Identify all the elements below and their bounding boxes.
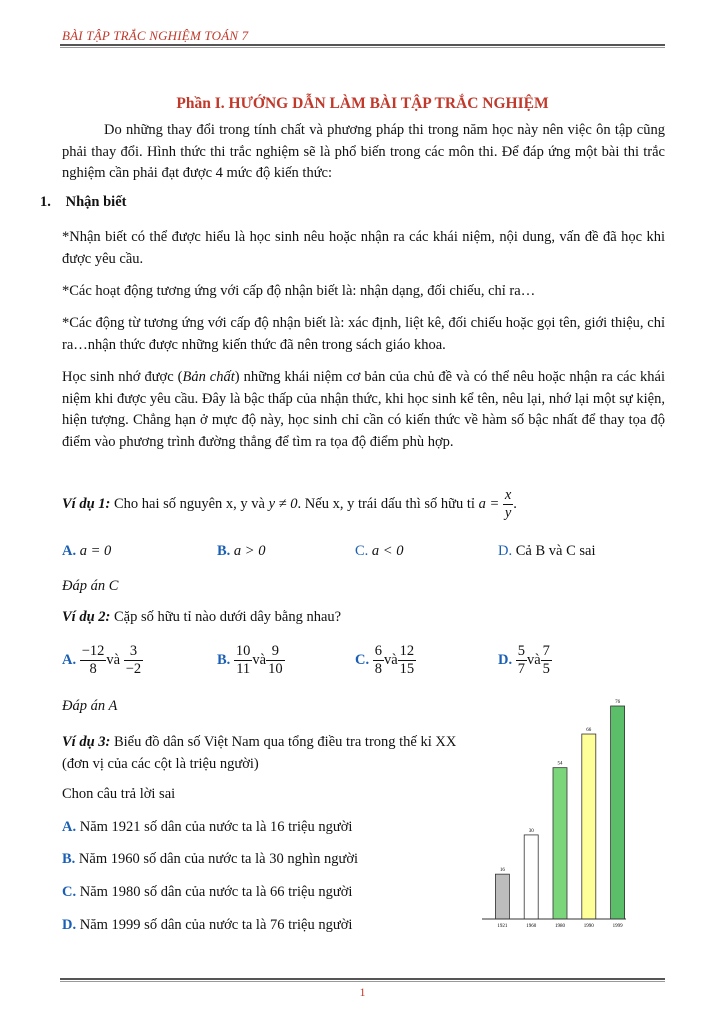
example-1-fraction [503,487,513,522]
fraction-denominator: y [504,505,512,521]
example-1-period: . [513,495,517,512]
chart-bar [553,768,567,919]
option-text: Năm 1921 số dân của nước ta là 16 triệu người [76,819,353,835]
example-2-option-a[interactable] [62,643,143,678]
paragraph-2: *Các hoạt động tương ứng với cấp độ nhận biết là: nhận dạng, đối chiếu, chỉ ra… [62,283,536,299]
example-3-tag: Ví dụ 3: [62,734,111,750]
example-1-lhs: a = [478,495,500,512]
paragraph-4-italic: Bản chất [182,369,235,385]
paragraph-1: *Nhận biết có thể được hiểu là học sinh nêu hoặc nhận ra các khái niệm, nội dung, vấn đề đã học khi được yêu cầu. [62,229,665,267]
example-1-option-a[interactable] [62,543,111,560]
page-number: 1 [359,985,366,999]
fraction-denominator: 8 [374,661,382,677]
example-1-option-d[interactable] [498,543,595,560]
section-heading-text: Nhận biết [65,194,127,210]
example-3-prompt: Chon câu trả lời sai [62,786,176,802]
option-label: A. [62,651,77,668]
fraction-numerator: 10 [235,643,251,659]
fraction-2 [541,643,552,678]
example-1-condition: y ≠ 0 [268,495,298,512]
page-header: BÀI TẬP TRẮC NGHIỆM TOÁN 7 [62,28,249,43]
example-3-option-a[interactable] [62,819,352,836]
option-label: A. [62,819,77,835]
example-1-text: Cho hai số nguyên x, y và [110,495,269,512]
fraction-1 [234,643,253,678]
option-label: B. [62,851,76,867]
example-2-option-b[interactable] [217,643,285,678]
chart-tick-label: 1980 [555,924,565,929]
fraction-1 [516,643,527,678]
fraction-2 [124,643,143,678]
example-3-option-d[interactable] [62,917,352,934]
header-rule [60,44,665,46]
chart-bar [524,835,538,919]
chart-tick-label: 1960 [526,924,537,929]
footer-rule [60,978,665,980]
example-2-text: Cặp số hữu tỉ nào dưới dây bằng nhau? [110,609,342,625]
section-number: 1. [40,194,51,210]
conjunction: và [106,651,121,668]
example-3-text: Biểu đồ dân số Việt Nam qua tổng điều tra trong thế kỉ XX (đơn vị của các cột là triệu người) [62,734,457,772]
fraction-numerator: 3 [124,643,143,661]
paragraph-4-rest: ) những khái niệm cơ bản của chủ đề và có thể nêu hoặc nhận ra các khái niệm khi được yêu cầu. Đây là bậc thấp của nhận thức, khi học sinh kể tên, nêu lại, nhớ lại một sự kiện, hiện tượng. Chẳng hạn ở mực độ này, học sinh chỉ cần có kiến thức về hàm số bậc nhất để thay tọa độ điểm vào phương trình đường thẳng để tìm ra tọa độ điểm phù hợp. [62,369,665,450]
fraction-denominator: −2 [125,661,142,677]
footer-rule-thin [60,981,665,982]
example-1-text-2: . Nếu x, y trái dấu thì số hữu tỉ [297,495,479,512]
header-rule-thin [60,47,665,48]
conjunction: và [252,651,267,668]
example-1-option-c[interactable] [355,543,403,560]
example-1-option-b[interactable] [217,543,265,560]
example-2-answer: Đáp án A [62,698,118,714]
option-label: D. [498,651,513,668]
option-label: D. [62,917,77,933]
option-value: a > 0 [233,543,266,559]
population-bar-chart [470,690,630,935]
fraction-denominator: 15 [399,661,415,677]
option-value: a < 0 [371,543,404,559]
option-value: Cả B và C sai [515,543,596,559]
example-3-option-b[interactable] [62,851,358,868]
example-3-option-c[interactable] [62,884,352,901]
fraction-denominator: 5 [542,661,550,677]
fraction-numerator: 12 [399,643,415,659]
chart-bar [495,874,509,919]
fraction-denominator: 11 [236,661,251,677]
fraction-1 [80,643,107,678]
option-label: C. [355,651,370,668]
example-2-question [62,609,341,626]
chart-bar [582,734,596,919]
option-label: A. [62,543,77,559]
example-2-option-d[interactable] [498,643,552,678]
chart-tick-label: 1921 [497,924,508,929]
option-label: B. [217,651,231,668]
chart-tick-label: 1990 [583,924,594,929]
option-value: a = 0 [79,543,112,559]
chart-data-label: 54 [557,761,563,767]
fraction-denominator: 8 [89,661,97,677]
option-text: Năm 1999 số dân của nước ta là 76 triệu người [76,917,353,933]
option-label: B. [217,543,231,559]
option-label: C. [355,543,369,559]
example-1-question [62,487,517,522]
intro-paragraph: Do những thay đổi trong tính chất và phương pháp thi trong năm học này nên việc ôn tập cũng phải thay đổi. Hình thức thi trắc nghiệm sẽ là phổ biến trong các môn thi. Để đáp ứng một bài thi trắc nghiệm cần phải đạt được 4 mức độ kiến thức: [62,122,665,181]
fraction-numerator: 9 [266,643,285,661]
fraction-numerator: 6 [374,643,382,659]
fraction-numerator: −12 [81,643,105,659]
paragraph-3: *Các động từ tương ứng với cấp độ nhận biết là: xác định, liệt kê, đối chiếu hoặc gọi tên, giới thiệu, chỉ ra…nhận thức được những kiến thức đã nên trong sách giáo khoa. [62,315,665,353]
chart-data-label: 16 [499,868,505,874]
paragraph-4-start: Học sinh nhớ được ( [62,369,183,385]
conjunction: và [383,651,398,668]
fraction-numerator: 7 [542,643,550,659]
chart-data-label: 66 [586,728,592,734]
fraction-numerator: 5 [517,643,525,659]
example-2-tag: Ví dụ 2: [62,609,111,625]
paragraph-4 [62,367,665,453]
fraction-denominator: 10 [268,661,283,677]
chart-bar [611,706,625,919]
chart-tick-label: 1999 [612,924,623,929]
option-text: Năm 1960 số dân của nước ta là 30 nghìn người [75,851,359,867]
section-heading [40,194,126,211]
example-1-tag: Ví dụ 1: [62,495,111,512]
fraction-numerator: x [504,487,512,503]
option-label: C. [62,884,77,900]
example-1-answer: Đáp án C [62,578,119,594]
fraction-denominator: 7 [517,661,525,677]
option-label: D. [498,543,513,559]
chart-data-label: 30 [528,828,534,834]
conjunction: và [526,651,541,668]
example-2-option-c[interactable] [355,643,416,678]
section-title: Phần I. HƯỚNG DẪN LÀM BÀI TẬP TRẮC NGHIỆM [176,95,549,112]
option-text: Năm 1980 số dân của nước ta là 66 triệu người [76,884,353,900]
fraction-1 [373,643,384,678]
fraction-2 [266,643,285,678]
fraction-2 [398,643,417,678]
example-3-question [62,731,472,775]
chart-data-label: 76 [615,700,621,705]
